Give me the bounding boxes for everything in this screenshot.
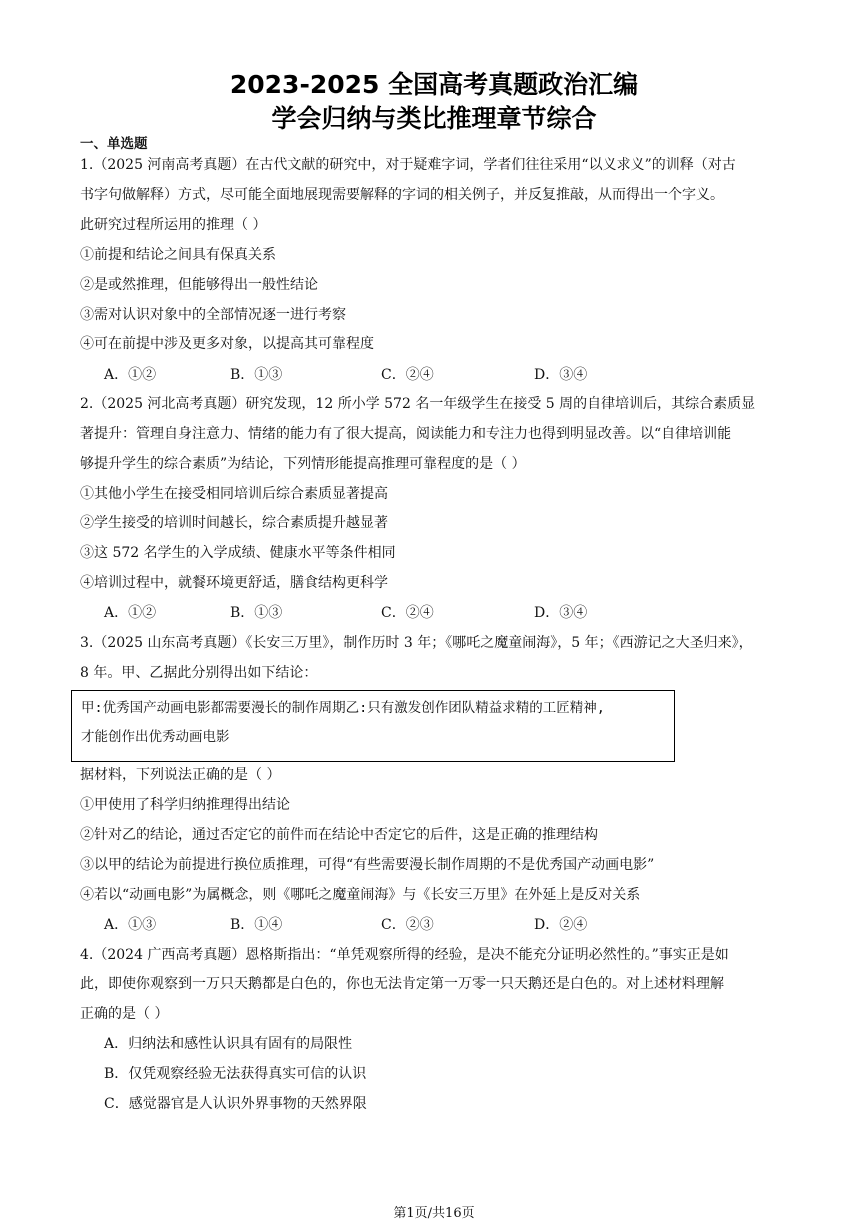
option-a: A．①③ — [104, 917, 157, 933]
option-d: D．③④ — [534, 605, 588, 621]
statement-item: ④若以“动画电影”为属概念，则《哪吒之魔童闹海》与《长安三万里》在外延上是反对关系 — [80, 887, 641, 903]
option-a: A．归纳法和感性认识具有固有的局限性 — [104, 1036, 353, 1052]
option-b: B．①③ — [230, 367, 283, 383]
question-text-line: 书字句做解释）方式，尽可能全面地展现需要解释的字词的相关例子，并反复推敲，从而得出一个字义。 — [80, 187, 724, 203]
question-text-line: 此研究过程所运用的推理（ ） — [80, 217, 267, 233]
statement-item: ④可在前提中涉及更多对象，以提高其可靠程度 — [80, 336, 374, 352]
material-line: 才能创作出优秀动画电影 — [81, 729, 230, 745]
question-text-line: 8 年。甲、乙据此分别得出如下结论： — [80, 665, 318, 681]
material-box — [71, 690, 675, 762]
option-b: B．仅凭观察经验无法获得真实可信的认识 — [104, 1066, 367, 1082]
option-d: D．②④ — [534, 917, 588, 933]
option-a: A．①② — [104, 605, 157, 621]
question-text-line: 3.（2025 山东高考真题）《长安三万里》，制作历时 3 年；《哪吒之魔童闹海》，5 年；《西游记之大圣归来》， — [80, 635, 753, 651]
material-line: 甲:优秀国产动画电影都需要漫长的制作周期乙:只有激发创作团队精益求精的工匠精神, — [81, 700, 605, 716]
question-text-line: 正确的是（ ） — [80, 1006, 169, 1022]
question-text-line: 1.（2025 河南高考真题）在古代文献的研究中，对于疑难字词，学者们往往采用“以义求义”的训释（对古 — [80, 157, 736, 173]
statement-item: ①前提和结论之间具有保真关系 — [80, 247, 276, 263]
statement-item: ③以甲的结论为前提进行换位质推理，可得“有些需要漫长制作周期的不是优秀国产动画电影” — [80, 857, 655, 873]
question-text-line: 够提升学生的综合素质”为结论，下列情形能提高推理可靠程度的是（ ） — [80, 456, 526, 472]
option-c: C．②③ — [381, 917, 434, 933]
statement-item: ③这 572 名学生的入学成绩、健康水平等条件相同 — [80, 545, 396, 561]
question-text-line: 4.（2024 广西高考真题）恩格斯指出：“单凭观察所得的经验，是决不能充分证明必然性的。”事实正是如 — [80, 947, 729, 963]
section-heading: 一、单选题 — [80, 136, 148, 152]
document-title-line-2: 学会归纳与类比推理章节综合 — [271, 104, 597, 133]
question-text-line: 此，即使你观察到一万只天鹅都是白色的，你也无法肯定第一万零一只天鹅还是白色的。对上述材料理解 — [80, 976, 724, 992]
page-number: 第1页/共16页 — [393, 1206, 475, 1221]
statement-item: ②是或然推理，但能够得出一般性结论 — [80, 277, 318, 293]
option-b: B．①④ — [230, 917, 283, 933]
question-text-line: 据材料，下列说法正确的是（ ） — [80, 767, 281, 783]
option-a: A．①② — [104, 367, 157, 383]
option-d: D．③④ — [534, 367, 588, 383]
option-c: C．②④ — [381, 605, 434, 621]
statement-item: ①其他小学生在接受相同培训后综合素质显著提高 — [80, 486, 388, 502]
statement-item: ①甲使用了科学归纳推理得出结论 — [80, 797, 290, 813]
question-text-line: 2.（2025 河北高考真题）研究发现，12 所小学 572 名一年级学生在接受 5 周的自律培训后，其综合素质显 — [80, 396, 756, 412]
statement-item: ②针对乙的结论，通过否定它的前件而在结论中否定它的后件，这是正确的推理结构 — [80, 827, 598, 843]
document-title-line-1: 2023-2025 全国高考真题政治汇编 — [229, 70, 639, 99]
option-c: C．感觉器官是人认识外界事物的天然界限 — [104, 1096, 367, 1112]
statement-item: ④培训过程中，就餐环境更舒适，膳食结构更科学 — [80, 575, 388, 591]
statement-item: ③需对认识对象中的全部情况逐一进行考察 — [80, 307, 346, 323]
option-c: C．②④ — [381, 367, 434, 383]
option-b: B．①③ — [230, 605, 283, 621]
question-text-line: 著提升：管理自身注意力、情绪的能力有了很大提高，阅读能力和专注力也得到明显改善。以“自律培训能 — [80, 426, 732, 442]
statement-item: ②学生接受的培训时间越长，综合素质提升越显著 — [80, 515, 388, 531]
